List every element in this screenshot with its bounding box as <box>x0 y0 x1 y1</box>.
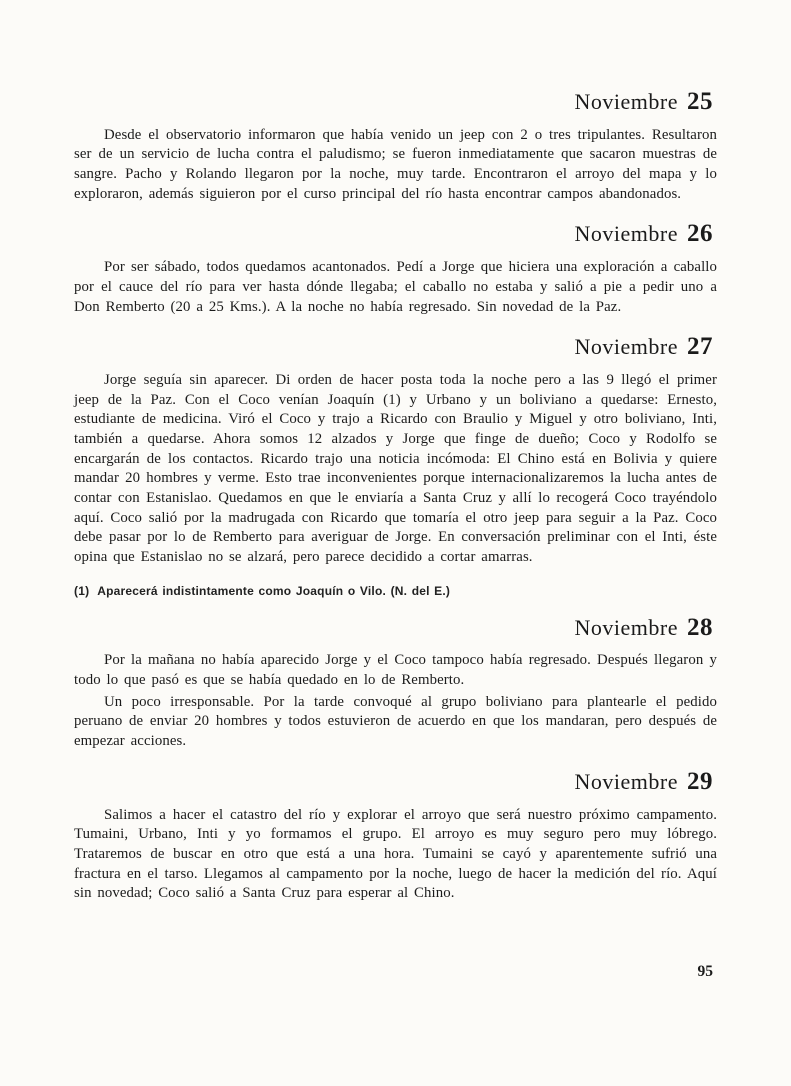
entry-day: 28 <box>687 613 713 641</box>
footnote <box>74 584 717 598</box>
entry-month: Noviembre <box>574 221 678 247</box>
footnote-text-before: Aparecerá indistintamente como <box>97 583 292 598</box>
entry-heading-nov-27 <box>74 333 713 362</box>
entry-heading-nov-26 <box>74 220 713 249</box>
entry-day: 26 <box>687 220 713 248</box>
diary-paragraph: Jorge seguía sin aparecer. Di orden de hacer posta toda la noche pero a las 9 llegó el primer jeep de la Paz. Con el Coco venían Joaquín (1) y Urbano y un boliviano a quedarse: Ernesto, estudiante de medicina. Viró el Coco y trajo a Ricardo con Braulio y Miguel y otro boliviano, Inti, también a quedarse. Ahora somos 12 alzados y Jorge que finge de dueño; Coco y Rodolfo se encargarán de los contactos. Ricardo trajo una noticia incómoda: El Chino está en Bolivia y quiere mandar 20 hombres y verme. Esto trae inconvenientes porque internacionalizaremos la lucha antes de contar con Estanislao. Quedamos en que le enviaría a Santa Cruz y allí lo recogerá Coco trayéndolo aquí. Coco salió por la madrugada con Ricardo que tomaría el otro jeep para seguir a la Paz. Coco debe pasar por lo de Remberto para averiguar de Jorge. En conversación preliminar con el Inti, éste opina que Estanislao no se alzará, pero parece decidido a cortar amarras. <box>74 371 717 565</box>
entry-month: Noviembre <box>574 334 678 360</box>
page-number: 95 <box>697 963 713 980</box>
diary-paragraph: Un poco irresponsable. Por la tarde convoqué al grupo boliviano para plantearle el pedido peruano de enviar 20 hombres y todos estuvieron de acuerdo en que los mandaran, pero después de empezar acciones. <box>74 693 717 750</box>
diary-paragraph: Salimos a hacer el catastro del río y explorar el arroyo que será nuestro próximo campamento. Tumaini, Urbano, Inti y yo formamos el grupo. El arroyo es muy seguro pero muy lóbrego. Trataremos de buscar en otro que está a una hora. Tumaini se cayó y aparentemente sufrió una fractura en el tarso. Llegamos al campamento por la noche, luego de hacer la medición del río. Aquí sin novedad; Coco salió a Santa Cruz para esperar al Chino. <box>74 806 717 902</box>
footnote-marker: (1) <box>74 583 90 598</box>
entry-day: 25 <box>687 88 713 115</box>
entry-month: Noviembre <box>574 614 678 640</box>
entry-heading-nov-25 <box>74 88 713 117</box>
entry-day: 29 <box>687 767 713 795</box>
footnote-bold-name: Joaquín o Vilo. <box>295 583 387 598</box>
entry-month: Noviembre <box>574 89 678 114</box>
entry-heading-nov-28 <box>74 614 713 643</box>
entry-month: Noviembre <box>574 768 678 794</box>
entry-heading-nov-29 <box>74 768 713 797</box>
diary-paragraph: Por la mañana no había aparecido Jorge y el Coco tampoco había regresado. Después llegaron y todo lo que pasó es que se había quedado en lo de Remberto. <box>74 652 717 689</box>
diary-paragraph: Desde el observatorio informaron que había venido un jeep con 2 o tres tripulantes. Resultaron ser de un servicio de lucha contra el paludismo; se fueron inmediatamente que sacaron muestras de sangre. Pacho y Rolando llegaron por la noche, muy tarde. Encontraron el arroyo del mapa y lo exploraron, además siguieron por el curso principal del río hasta encontrar campos abandonados. <box>74 126 717 202</box>
entry-day: 27 <box>687 333 713 361</box>
diary-paragraph: Por ser sábado, todos quedamos acantonados. Pedí a Jorge que hiciera una exploración a caballo por el cauce del río para ver hasta dónde llegaba; el caballo no estaba y salió a pie a pedir uno a Don Remberto (20 a 25 Kms.). A la noche no había regresado. Sin novedad de la Paz. <box>74 259 717 315</box>
footnote-text-after: (N. del E.) <box>390 583 451 598</box>
